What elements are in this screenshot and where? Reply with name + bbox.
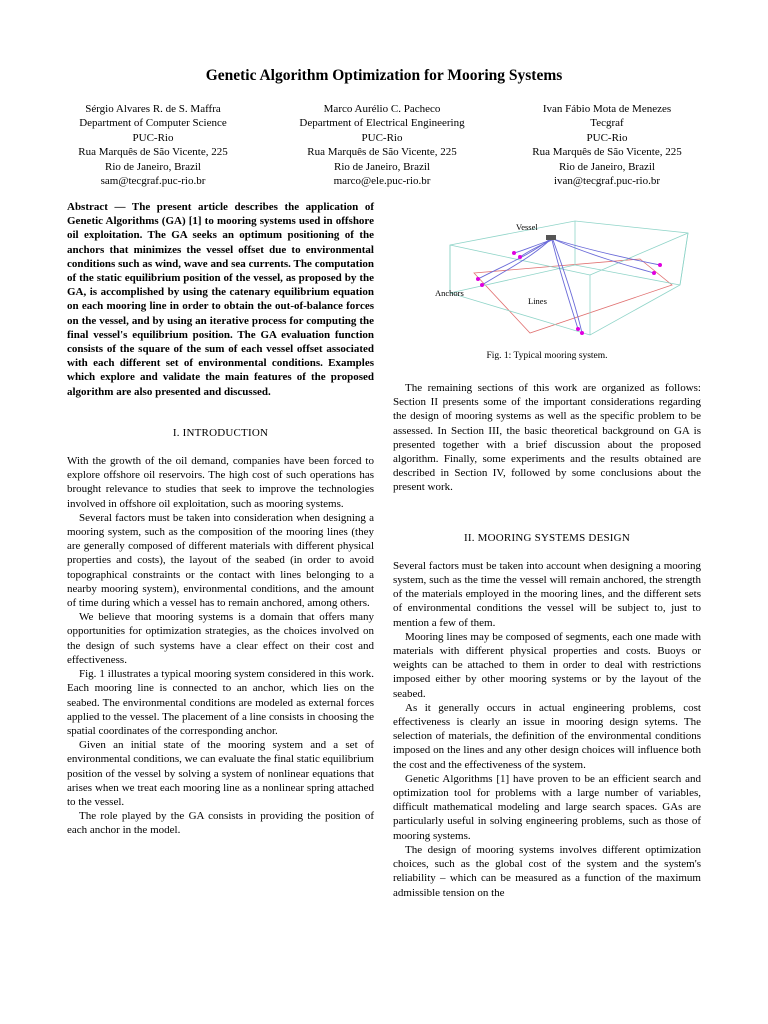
figure-mooring-system: [410, 203, 698, 353]
author-street: Rua Marquês de São Vicente, 225: [307, 146, 457, 159]
author-name: Marco Aurélio C. Pacheco: [323, 103, 441, 115]
paragraph: Several factors must be taken into consideration when designing a mooring system, such as the composition of the mooring lines (they are generally composed of different materials with different physical properties and costs), the layout of the seabed (in order to avoid topographical constraints or the contact with lines belonging to a nearby mooring system), environmental conditions, and the amount of time during which a vessel has to remain anchored, among others.: [67, 511, 374, 610]
section-heading-mooring-design: II. MOORING SYSTEMS DESIGN: [464, 531, 630, 544]
author-block-3: [487, 102, 727, 188]
anchor-markers: [476, 251, 662, 335]
author-inst: PUC-Rio: [586, 131, 628, 144]
paragraph: We believe that mooring systems is a domain that offers many opportunities for optimization strategies, as the choices involved on the design of such systems have a clear effect on their cost and effectiveness.: [67, 611, 374, 666]
author-email: sam@tecgraf.puc-rio.br: [100, 175, 206, 188]
author-dept: Tecgraf: [590, 117, 624, 130]
paragraph: The design of mooring systems involves different optimization choices, such as the global cost of the system and the system's reliability – which can be measured as a function of the maximum admissible tension on the: [393, 843, 701, 899]
author-email: marco@ele.puc-rio.br: [333, 175, 431, 188]
mooring-diagram: [410, 203, 698, 353]
author-street: Rua Marquês de São Vicente, 225: [532, 146, 682, 159]
author-city: Rio de Janeiro, Brazil: [559, 160, 655, 173]
abstract: Abstract — The present article describes the application of Genetic Algorithms (GA) [1] to mooring systems used in offshore oil exploitation. The GA seeks an optimum positioning of the anchors that minimizes the vessel offset due to environmental conditions such as wind, wave and sea currents. The computation of the static equilibrium position of the vessel, as proposed by the GA, is accomplished by using the catenary equilibrium equation on each mooring line in order to obtain the out-of-balance forces on the vessel, and by using an iterative process for computing the final vessel's equilibrium position. The GA evaluation function consists of the square of the sum of each vessel offset associated with each different set of environmental conditions. Examples which explore and validate the main features of the proposed algorithm are also presented and discussed.: [67, 201, 374, 398]
paragraph: As it generally occurs in actual engineering problems, cost effectiveness is clearly an issue in mooring design sytems. The selection of materials, the definition of the environmental conditions imposed on the lines and any other design choices will influence both the cost and the effectiveness of the system.: [393, 701, 701, 771]
right-column: [393, 381, 701, 900]
paragraph: Genetic Algorithms [1] have proven to be an efficient search and optimization tool for problems with a large number of variables, difficult mathematical modeling and large search spaces. GAs are particularly useful in solving engineering problems, such as those of mooring systems.: [393, 772, 701, 842]
figure-label-vessel: Vessel: [516, 222, 538, 232]
figure-label-anchors: Anchors: [435, 288, 464, 298]
author-block-1: [33, 102, 273, 188]
paper-title: Genetic Algorithm Optimization for Mooring Systems: [205, 67, 563, 84]
section-heading-introduction: I. INTRODUCTION: [172, 426, 269, 439]
author-block-2: [262, 102, 502, 188]
author-name: Ivan Fábio Mota de Menezes: [542, 103, 672, 115]
paragraph: Mooring lines may be composed of segments, each one made with materials with different physical properties and costs. Buoys or weights can be attached to them in order to deal with restrictions imposed either by other mooring systems or by the layout of the seabed.: [393, 630, 701, 700]
left-column: [67, 200, 374, 838]
figure-caption: Fig. 1: Typical mooring system.: [486, 351, 608, 361]
paragraph: Several factors must be taken into account when designing a mooring system, such as the time the vessel will remain anchored, the strength of the materials employed in the mooring lines, and the different sets of environmental conditions the vessel will be subject to, just to mention a few of them.: [393, 559, 701, 629]
author-email: ivan@tecgraf.puc-rio.br: [553, 175, 661, 188]
author-city: Rio de Janeiro, Brazil: [334, 160, 430, 173]
vessel-marker: [546, 235, 556, 240]
author-name: Sérgio Alvares R. de S. Maffra: [85, 103, 221, 115]
paragraph: The role played by the GA consists in providing the position of each anchor in the model.: [67, 810, 374, 837]
author-inst: PUC-Rio: [132, 131, 174, 144]
paragraph: With the growth of the oil demand, companies have been forced to explore offshore oil reservoirs. The high cost of such operations has brought relevance to studies that seek to improve the technologies involved in offshore oil exploitation, such as mooring systems.: [67, 455, 374, 510]
author-inst: PUC-Rio: [361, 131, 403, 144]
figure-label-lines: Lines: [528, 296, 547, 306]
paragraph: Fig. 1 illustrates a typical mooring system considered in this work. Each mooring line is connected to an anchor, which lies on the seabed. The environmental conditions are modeled as external forces applied to the vessel. The placement of a line consists in choosing the spatial coordinates of the corresponding anchor.: [67, 668, 374, 737]
author-street: Rua Marquês de São Vicente, 225: [78, 146, 228, 159]
water-volume-box: [450, 221, 688, 335]
paragraph: Given an initial state of the mooring system and a set of environmental conditions, we can evaluate the final static equilibrium position of the vessel by solving a system of nonlinear equations that arises when we treat each mooring line as a nonlinear spring attached to the vessel.: [67, 739, 374, 808]
mooring-lines: [478, 239, 660, 333]
author-city: Rio de Janeiro, Brazil: [105, 160, 201, 173]
author-dept: Department of Computer Science: [79, 117, 227, 130]
author-dept: Department of Electrical Engineering: [299, 117, 465, 130]
paragraph: The remaining sections of this work are organized as follows: Section II presents some of the important considerations regarding the design of mooring systems as well as the specific problem to be assessed. In Section III, the basic theoretical background on GA is presented together with a brief discussion about the proposed algorithm. Finally, some experiments and the results obtained are described in Section IV, followed by some conclusions about the present work.: [393, 382, 701, 494]
